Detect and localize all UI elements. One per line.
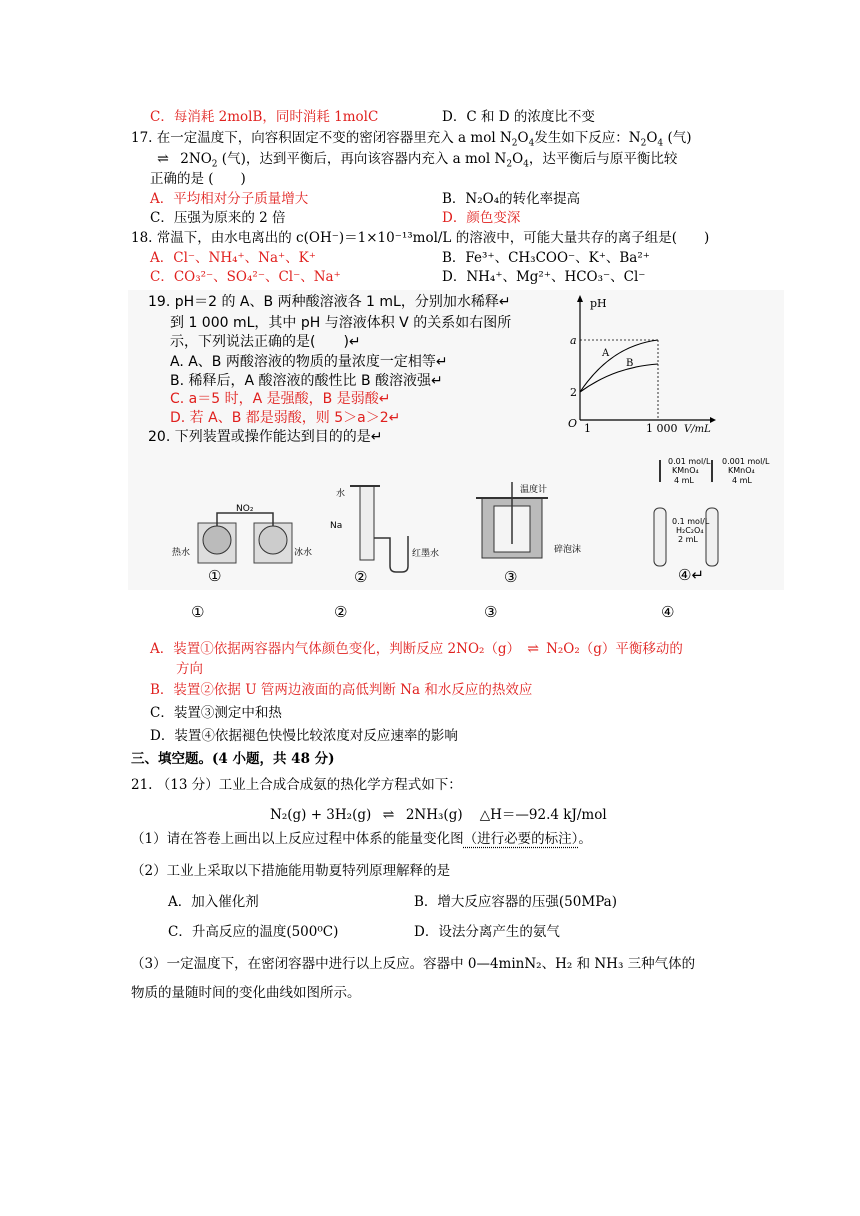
ice-water-label: 冰水 [294,548,313,558]
figure-label-1: ① [191,603,205,621]
q21-part-3-line1: （3）一定温度下，在密闭容器中进行以上反应。容器中 0—4minN₂、H₂ 和 NH₃ 三种气体的 [131,956,696,972]
x-tick-1000: 1 000 [646,422,678,435]
right-concentration: 0.001 mol/L [722,457,770,466]
q21-option-a: A．加入催化剂 [168,894,259,910]
q17-option-b: B．N₂O₄的转化率提高 [442,191,581,207]
figure-1-number: ① [208,567,222,585]
y-tick-2: 2 [570,386,577,399]
thermometer-label: 温度计 [520,485,548,495]
q17-stem-line2: ⇌ $2NO_2$ (气)，达到平衡后，再向该容器内充入 a mol $N_2O_4$，达平衡后与原平衡比较 [150,150,677,168]
q20-option-c: C．装置③测定中和热 [150,705,282,721]
tube-reagent: H₂C₂O₄ [676,526,704,535]
apparatus-2-u-tube [320,478,450,586]
water-label: 水 [336,489,346,499]
q20-option-a-line1: A．装置①依据两容器内气体颜色变化，判断反应 2NO₂（g） ⇌ N₂O₂（g）平衡移动的 [150,641,683,657]
flask-left [203,526,231,554]
flask-right [259,526,287,554]
test-tube-left [654,508,666,566]
equilibrium-arrow-icon: ⇌ [527,641,539,657]
q17-stem-line3: 正确的是 ( ) [150,171,246,187]
x-tick-1: 1 [584,422,591,435]
q17-option-d: D．颜色变深 [442,210,521,226]
left-volume: 4 mL [674,476,694,485]
figure-2-number: ② [354,568,368,586]
q21-equation: N₂(g) + 3H₂(g) ⇌ 2NH₃(g) △H＝—92.4 kJ/mol [270,807,607,823]
q19-line1: 19. pH＝2 的 A、B 两种酸溶液各 1 mL，分别加水稀释↵ [148,294,511,310]
tube-concentration: 0.1 mol/L [672,517,710,526]
q19-option-d: D. 若 A、B 都是弱酸，则 5＞a＞2↵ [170,410,401,426]
apparatus-1-no2-flasks [168,495,318,585]
q20-stem: 20. 下列装置或操作能达到目的的是↵ [148,429,383,445]
no2-label: NO₂ [236,504,254,514]
y-axis-arrow-icon [577,295,583,302]
q17-option-c: C．压强为原来的 2 倍 [150,210,286,226]
curve-a-label: A [602,348,610,359]
curve-b-label: B [626,358,634,369]
q21-option-c: C．升高反应的温度(500⁰C) [168,924,339,940]
equilibrium-arrow-icon: ⇌ [382,807,395,823]
apparatus-4-kmno4-tubes [630,452,780,586]
q20-option-a-line2: 方向 [176,661,203,677]
figure-label-2: ② [334,603,348,621]
q21-part-2: （2）工业上采取以下措施能用勒夏特列原理解释的是 [131,863,451,879]
q21-option-b: B．增大反应容器的压强(50MPa) [414,894,617,910]
curve-b [580,364,658,392]
test-tube [360,486,374,560]
section-3-heading: 三、填空题。(4 小题，共 48 分) [131,751,335,767]
q17-option-a: A．平均相对分子质量增大 [150,191,309,207]
left-concentration: 0.01 mol/L [668,457,711,466]
q21-stem: 21. （13 分）工业上合成合成氨的热化学方程式如下： [131,777,462,793]
ph-volume-graph [560,292,720,437]
figure-label-4: ④ [661,603,675,621]
q19-line3: 示，下列说法正确的是( )↵ [170,334,361,350]
right-volume: 4 mL [732,476,752,485]
u-tube [374,536,408,572]
na-label: Na [330,521,343,531]
q18-option-c: C．CO₃²⁻、SO₄²⁻、Cl⁻、Na⁺ [150,269,341,285]
figure-3-number: ③ [504,568,518,586]
red-ink-label: 红墨水 [412,549,440,559]
foam-label: 碎泡沫 [554,545,582,555]
q16-option-c: C．每消耗 2molB，同时消耗 1molC [150,109,379,125]
equilibrium-arrow-icon: ⇌ [157,151,169,167]
x-axis-arrow-icon [710,417,716,423]
q21-part-3-line2: 物质的量随时间的变化曲线如图所示。 [131,985,361,1001]
a-tick-label: a [570,334,577,347]
q21-option-d: D．设法分离产生的氨气 [414,924,560,940]
x-axis-label: V/mL [684,424,711,435]
q18-option-b: B．Fe³⁺、CH₃COO⁻、K⁺、Ba²⁺ [442,250,650,266]
right-reagent: KMnO₄ [728,466,755,475]
origin-label: O [568,417,578,430]
q21-part-1: （1）请在答卷上画出以上反应过程中体系的能量变化图（进行必要的标注）。 [131,831,592,847]
tube-volume: 2 mL [678,535,698,544]
q18-stem: 18. 常温下，由水电离出的 c(OH⁻)＝1×10⁻¹³mol/L 的溶液中，可能大量共存的离子组是( ) [131,230,710,246]
q19-option-a: A. A、B 两酸溶液的物质的量浓度一定相等↵ [170,354,448,370]
q19-option-b: B. 稀释后，A 酸溶液的酸性比 B 酸溶液强↵ [170,373,443,389]
figure-4-number: ④↵ [678,566,705,584]
q19-option-c: C. a＝5 时，A 是强酸，B 是弱酸↵ [170,391,391,407]
q18-option-a: A．Cl⁻、NH₄⁺、Na⁺、K⁺ [150,250,316,266]
q20-option-d: D．装置④依据褪色快慢比较浓度对反应速率的影响 [150,728,458,744]
hot-water-label: 热水 [172,548,191,558]
apparatus-3-calorimeter [470,478,600,586]
q17-stem-line1: 17. 在一定温度下，向容积固定不变的密闭容器里充入 a mol $N_2O_4$发生如下反应：$N_2O_4$ (气) [131,130,692,149]
q19-line2: 到 1 000 mL，其中 pH 与溶液体积 V 的关系如右图所 [170,315,512,331]
left-reagent: KMnO₄ [672,466,699,475]
q20-option-b: B．装置②依据 U 管两边液面的高低判断 Na 和水反应的热效应 [150,682,533,698]
q18-option-d: D．NH₄⁺、Mg²⁺、HCO₃⁻、Cl⁻ [442,269,646,285]
y-axis-label: pH [590,297,607,310]
q16-option-d: D．C 和 D 的浓度比不变 [442,109,595,125]
figure-label-3: ③ [484,603,498,621]
